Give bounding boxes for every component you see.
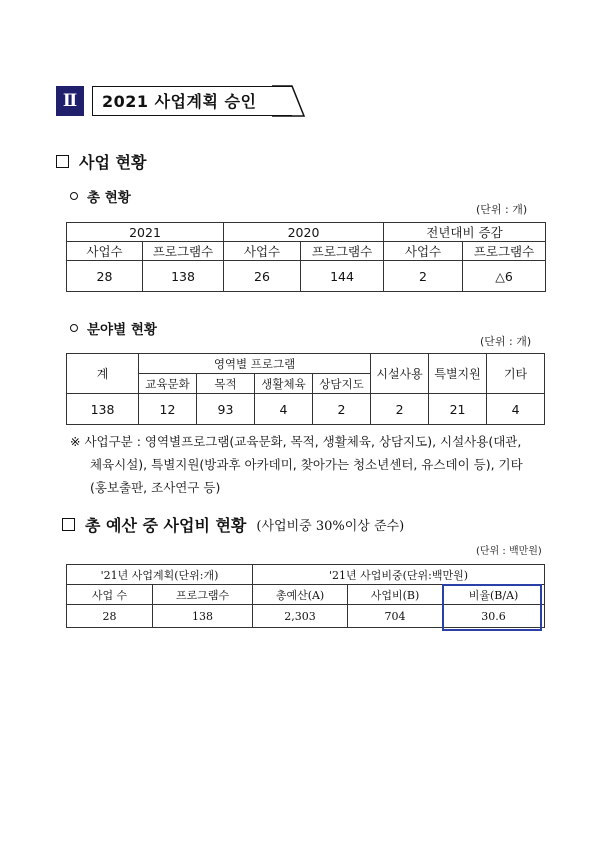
header-project-cost: 사업비(B) (348, 585, 443, 605)
header-projects: 사업수 (224, 242, 301, 261)
header-plan-group: '21년 사업계획(단위:개) (67, 565, 253, 585)
table-cell: △6 (463, 261, 546, 292)
sub2-heading-text: 분야별 현황 (87, 322, 157, 338)
table-cell: 28 (67, 605, 153, 628)
header-education: 교육문화 (139, 374, 197, 394)
header-total-budget: 총예산(A) (253, 585, 348, 605)
header-projects: 사업수 (384, 242, 463, 261)
table-cell: 138 (153, 605, 253, 628)
note-line: (홍보출판, 조사연구 등) (90, 480, 221, 495)
header-ratio: 비율(B/A) (443, 585, 545, 605)
sub1-unit: (단위 : 개) (476, 203, 528, 216)
table-cell: 2 (384, 261, 463, 292)
table-cell: 144 (301, 261, 384, 292)
header-counsel: 상담지도 (313, 374, 371, 394)
table-cell: 26 (224, 261, 301, 292)
table-cell: 30.6 (443, 605, 545, 628)
section-title-corner (272, 84, 306, 118)
table-cell: 2 (371, 394, 429, 425)
header-year-2021: 2021 (67, 223, 224, 242)
circle-bullet-icon (70, 192, 78, 200)
part2-heading-note: (사업비중 30%이상 준수) (256, 519, 405, 534)
part1-heading (56, 150, 146, 173)
section-number: Ⅱ (56, 86, 84, 116)
table-cell: 28 (67, 261, 143, 292)
field-status-table (66, 353, 545, 425)
part2-heading-text: 총 예산 중 사업비 현황 (85, 516, 247, 535)
table-cell: 138 (67, 394, 139, 425)
checkbox-bullet-icon (56, 155, 69, 168)
table-cell: 138 (143, 261, 224, 292)
sub1-heading-text: 총 현황 (87, 190, 131, 206)
header-purpose: 목적 (197, 374, 255, 394)
header-budget-group: '21년 사업비중(단위:백만원) (253, 565, 545, 585)
note-line: ※ 사업구분 : 영역별프로그램(교육문화, 목적, 생활체육, 상담지도), 시설사용(대관, (70, 434, 522, 449)
sub2-unit: (단위 : 개) (480, 335, 532, 348)
header-programs: 프로그램수 (463, 242, 546, 261)
table-cell: 12 (139, 394, 197, 425)
header-year-2020: 2020 (224, 223, 384, 242)
header-sports: 생활체육 (255, 374, 313, 394)
part2-unit: (단위 : 백만원) (476, 546, 542, 557)
header-facility: 시설사용 (371, 354, 429, 394)
table-cell: 2,303 (253, 605, 348, 628)
circle-bullet-icon (70, 324, 78, 332)
header-project-count: 사업 수 (67, 585, 153, 605)
sub1-heading (70, 186, 131, 206)
checkbox-bullet-icon (62, 518, 75, 531)
header-program-group: 영역별 프로그램 (139, 354, 371, 374)
table-cell: 2 (313, 394, 371, 425)
table-cell: 704 (348, 605, 443, 628)
header-special: 특별지원 (429, 354, 487, 394)
header-programs: 프로그램수 (301, 242, 384, 261)
sub2-heading (70, 318, 157, 338)
part2-heading (62, 513, 404, 536)
ratio-highlight-box (442, 584, 542, 631)
table-cell: 4 (255, 394, 313, 425)
header-other: 기타 (487, 354, 545, 394)
part1-heading-text: 사업 현황 (79, 153, 147, 172)
table-cell: 21 (429, 394, 487, 425)
table-cell: 4 (487, 394, 545, 425)
header-projects: 사업수 (67, 242, 143, 261)
note-line: 체육시설), 특별지원(방과후 아카데미, 찾아가는 청소년센터, 유스데이 등), 기타 (90, 457, 523, 472)
table-cell: 93 (197, 394, 255, 425)
header-programs: 프로그램수 (143, 242, 224, 261)
header-change: 전년대비 증감 (384, 223, 546, 242)
total-status-table (66, 222, 546, 292)
header-program-count: 프로그램수 (153, 585, 253, 605)
section-title: 2021 사업계획 승인 (102, 92, 257, 111)
header-total: 계 (67, 354, 139, 394)
